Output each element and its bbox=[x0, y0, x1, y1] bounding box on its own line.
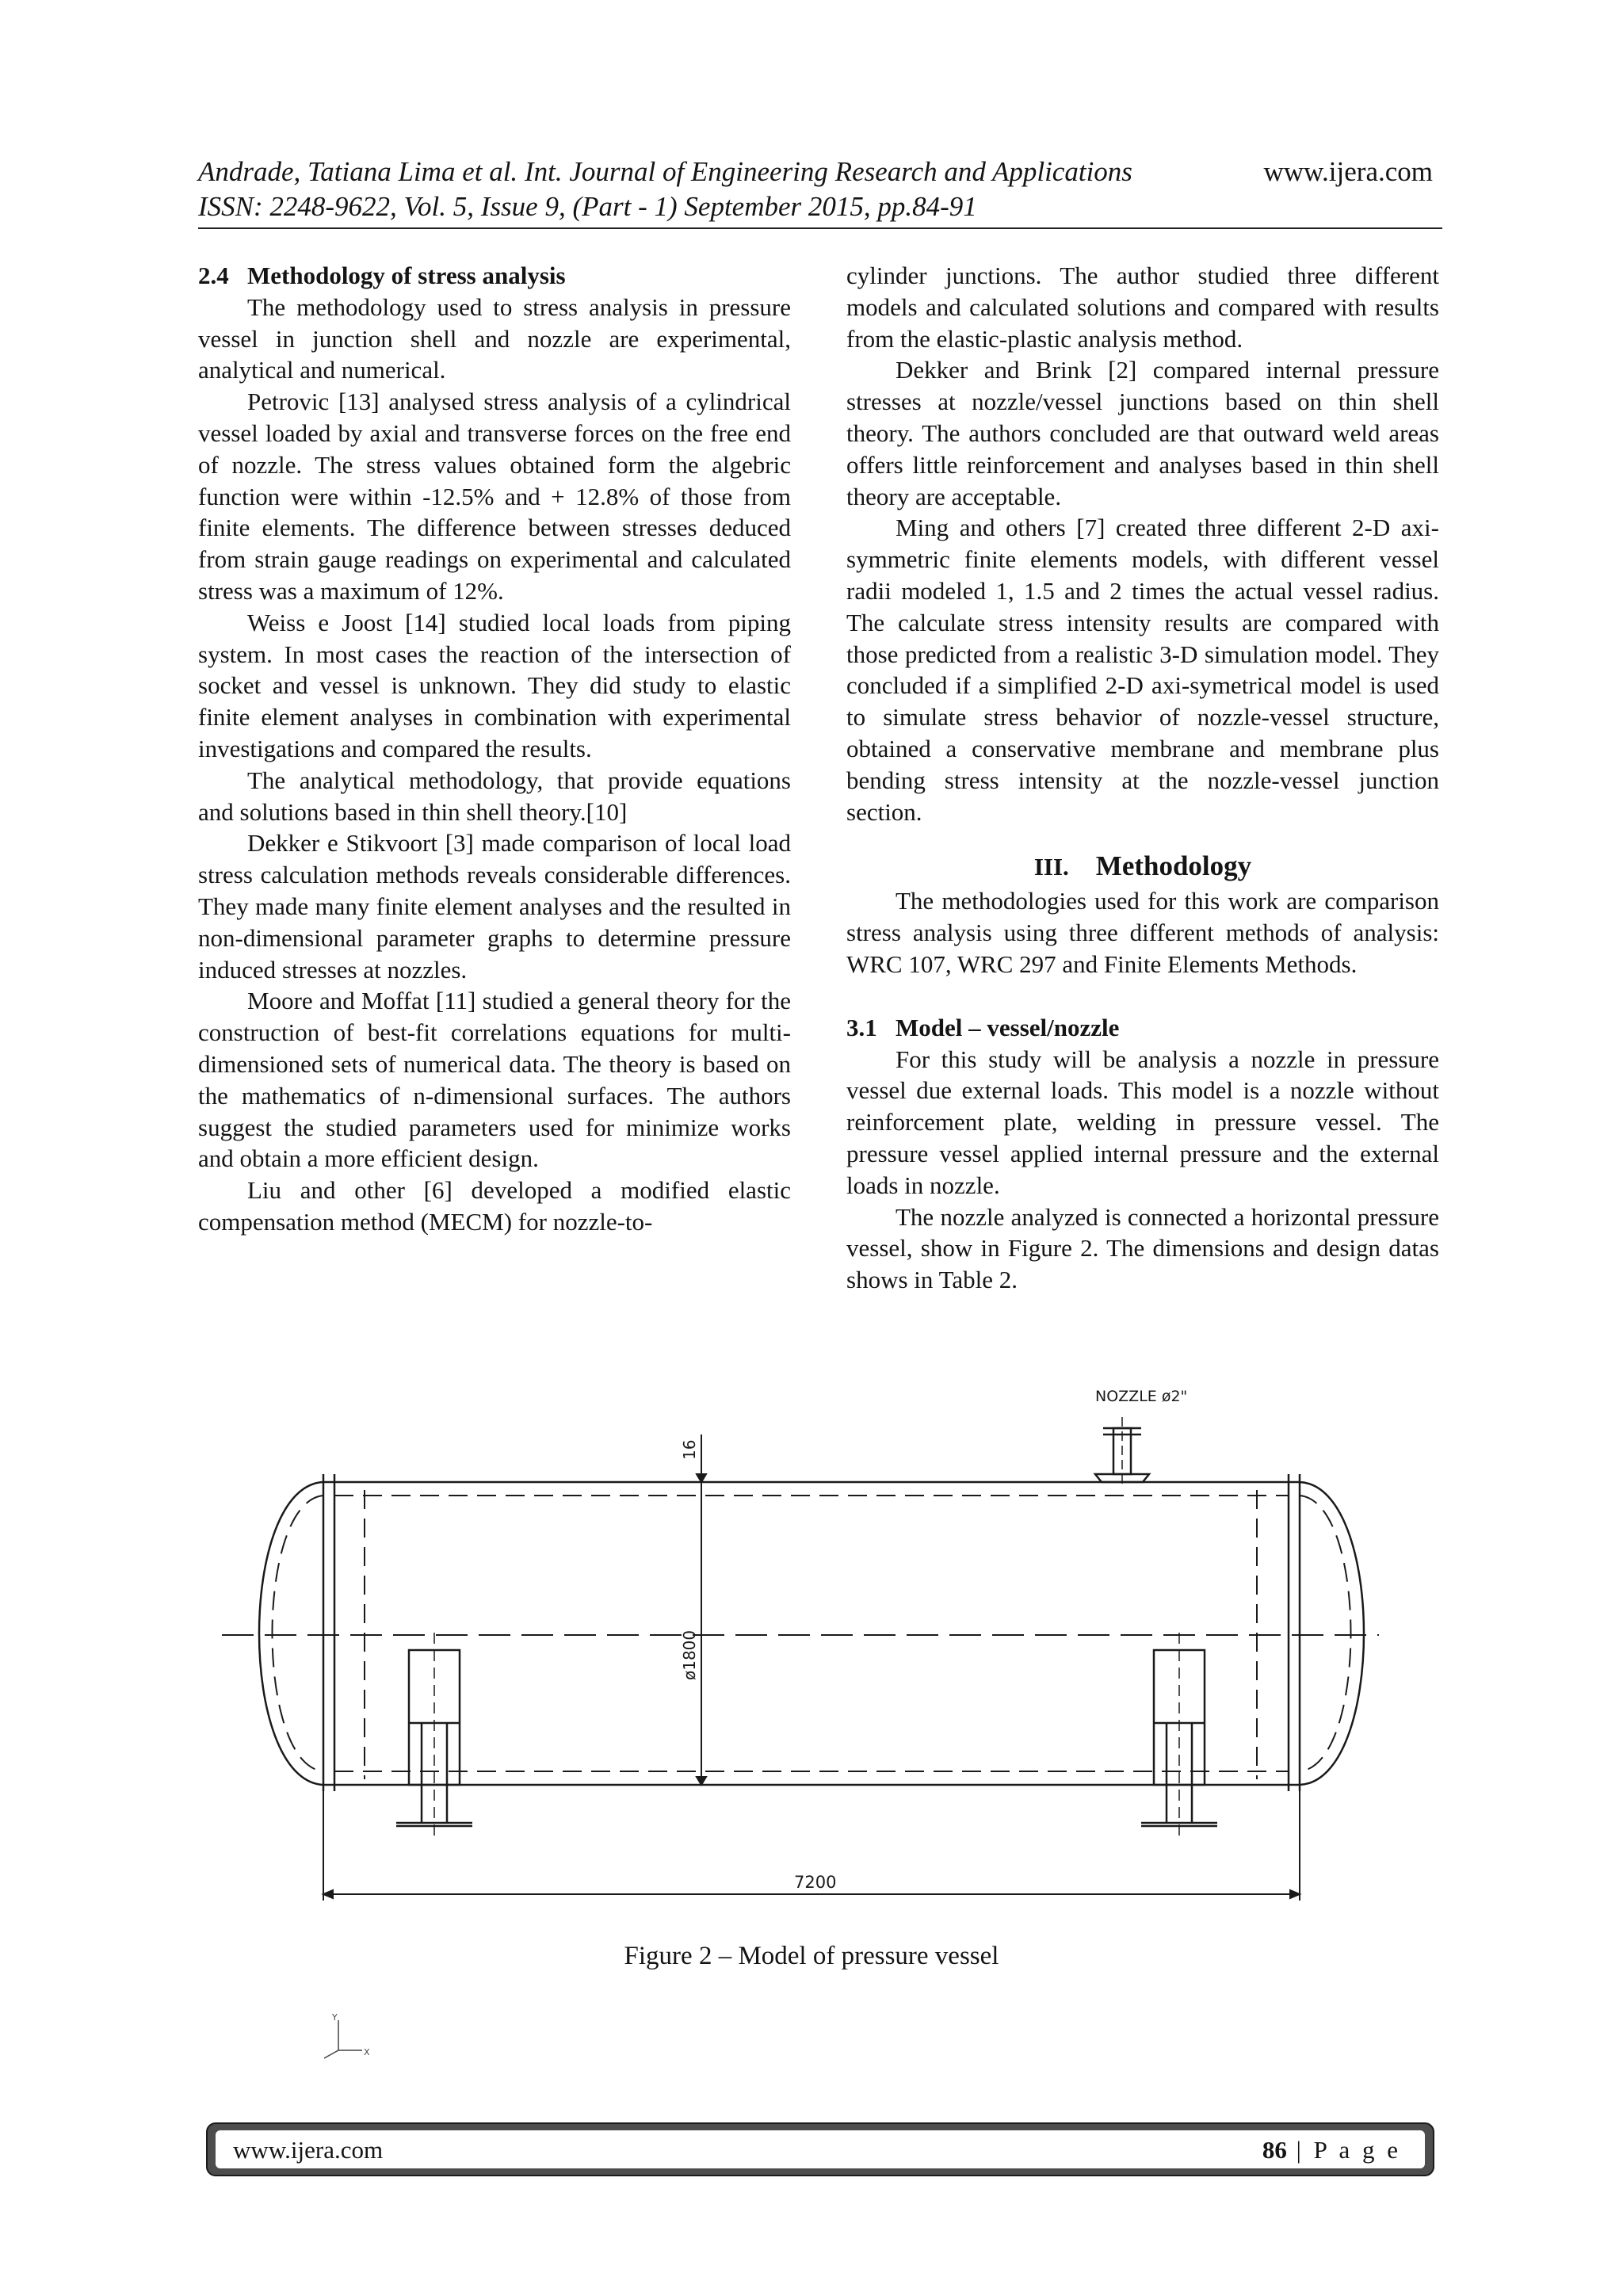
dim-arrow bbox=[323, 1890, 333, 1898]
subsection-title: Methodology of stress analysis bbox=[247, 262, 566, 289]
paragraph: Dekker and Brink [2] compared internal pressure stresses at nozzle/vessel junctions based on thin shell theory. The authors concluded are that outward weld areas offers little reinforcement and analyses based in thin shell theory are acceptable. bbox=[846, 356, 1439, 510]
right-saddle bbox=[1141, 1633, 1217, 1839]
page-number-value: 86 bbox=[1262, 2136, 1287, 2164]
coordinate-axes-icon bbox=[313, 2009, 376, 2065]
paragraph: Ming and others [7] created three different 2-D axi-symmetric finite elements models, with different vessel radii modeled 1, 1.5 and 2 times the actual vessel radius. The calculate stress intensity results are compared with those predicted from a realistic 3-D simulation model. They concluded if a simplified 2-D axi-symetrical model is used to simulate stress behavior of nozzle-vessel structure, obtained a conservative membrane and membrane plus bending stress intensity at the nozzle-vessel junction section. bbox=[846, 514, 1439, 826]
axis-x-label: X bbox=[364, 2047, 370, 2057]
subsection-title: Model – vessel/nozzle bbox=[896, 1013, 1120, 1041]
left-saddle bbox=[396, 1633, 472, 1839]
paragraph: The methodologies used for this work are comparison stress analysis using three different methods of analysis: WRC 107, WRC 297 and Finite Elements Methods. bbox=[846, 887, 1439, 978]
section-number: III. bbox=[1033, 853, 1069, 881]
running-header bbox=[198, 155, 1442, 224]
right-column bbox=[846, 260, 1439, 1296]
paragraph: The analytical methodology, that provide equations and solutions based in thin shell theory.[10] bbox=[198, 766, 791, 826]
dim-arrow bbox=[1290, 1890, 1300, 1898]
dim-arrow bbox=[697, 1474, 706, 1482]
dim-arrow bbox=[697, 1777, 706, 1785]
pressure-vessel-drawing bbox=[206, 1371, 1442, 1926]
nozzle-label: NOZZLE ø2" bbox=[1095, 1388, 1188, 1405]
left-head-inner-hidden bbox=[273, 1496, 324, 1771]
paragraph: The nozzle analyzed is connected a horizontal pressure vessel, show in Figure 2. The dimensions and design datas shows in Table 2. bbox=[846, 1202, 1439, 1294]
subsection-number: 2.4 bbox=[198, 262, 229, 289]
subsection-number: 3.1 bbox=[846, 1013, 877, 1041]
header-issn: ISSN: 2248-9622, Vol. 5, Issue 9, (Part - 1) September 2015, pp.84-91 bbox=[198, 191, 977, 222]
paragraph: For this study will be analysis a nozzle in pressure vessel due external loads. This model is a nozzle without reinforcement plate, welding in pressure vessel. The pressure vessel applied internal pressure and the external loads in nozzle. bbox=[846, 1045, 1439, 1199]
page-number bbox=[1262, 2135, 1401, 2165]
paragraph: Dekker e Stikvoort [3] made comparison of local load stress calculation methods reveals considerable differences. They made many finite element analyses and the resulted in non-dimensional parameter graphs to determine pressure induced stresses at nozzles. bbox=[198, 829, 791, 984]
right-head bbox=[1300, 1482, 1364, 1785]
left-head bbox=[259, 1482, 323, 1785]
header-line-2 bbox=[198, 189, 1442, 224]
paragraph: Petrovic [13] analysed stress analysis of a cylindrical vessel loaded by axial and transverse forces on the free end of nozzle. The stress values obtained form the algebric function were within -12.5% and + 12.8% of those from finite elements. The difference between stresses deduced from strain gauge readings on experimental and calculated stress was a maximum of 12%. bbox=[198, 388, 791, 605]
header-rule bbox=[198, 227, 1442, 229]
header-citation: Andrade, Tatiana Lima et al. Int. Journal of Engineering Research and Applications bbox=[198, 156, 1132, 187]
page-label: | P a g e bbox=[1286, 2136, 1401, 2164]
figure-caption: Figure 2 – Model of pressure vessel bbox=[624, 1942, 999, 1970]
section-title: Methodology bbox=[1095, 850, 1252, 882]
page-footer bbox=[206, 2122, 1434, 2176]
paragraph-continuation: cylinder junctions. The author studied three different models and calculated solutions and compared with results from the elastic-plastic analysis method. bbox=[846, 262, 1439, 353]
footer-inner bbox=[216, 2130, 1425, 2168]
dim-length-label: 7200 bbox=[794, 1873, 837, 1892]
footer-site-link[interactable]: www.ijera.com bbox=[233, 2136, 384, 2164]
dim-16-label: 16 bbox=[680, 1439, 699, 1460]
dim-diameter-label: ø1800 bbox=[680, 1629, 699, 1680]
spacer bbox=[846, 980, 1439, 1012]
right-head-inner-hidden bbox=[1300, 1496, 1351, 1771]
paragraph: Moore and Moffat [11] studied a general theory for the construction of best-fit correlations equations for multi-dimensioned sets of numerical data. The theory is based on the mathematics of n-dimensional surfaces. The authors suggest the studied parameters used for minimize works and obtain a more efficient design. bbox=[198, 987, 791, 1173]
axis-y-label: Y bbox=[332, 2012, 338, 2023]
paragraph: Liu and other [6] developed a modified elastic compensation method (MECM) for nozzle-to- bbox=[198, 1176, 791, 1236]
left-column bbox=[198, 260, 791, 1238]
header-line-1 bbox=[198, 155, 1442, 189]
header-site-link[interactable]: www.ijera.com bbox=[1263, 156, 1433, 187]
paragraph: The methodology used to stress analysis in pressure vessel in junction shell and nozzle are experimental, analytical and numerical. bbox=[198, 292, 791, 384]
subsection-heading-3-1 bbox=[846, 1012, 1439, 1044]
paragraph: Weiss e Joost [14] studied local loads from piping system. In most cases the reaction of the intersection of socket and vessel is unknown. They did study to elastic finite element analyses in combination with experimental investigations and compared the results. bbox=[198, 608, 791, 762]
section-heading-methodology bbox=[846, 850, 1439, 884]
subsection-heading-2-4 bbox=[198, 260, 791, 292]
